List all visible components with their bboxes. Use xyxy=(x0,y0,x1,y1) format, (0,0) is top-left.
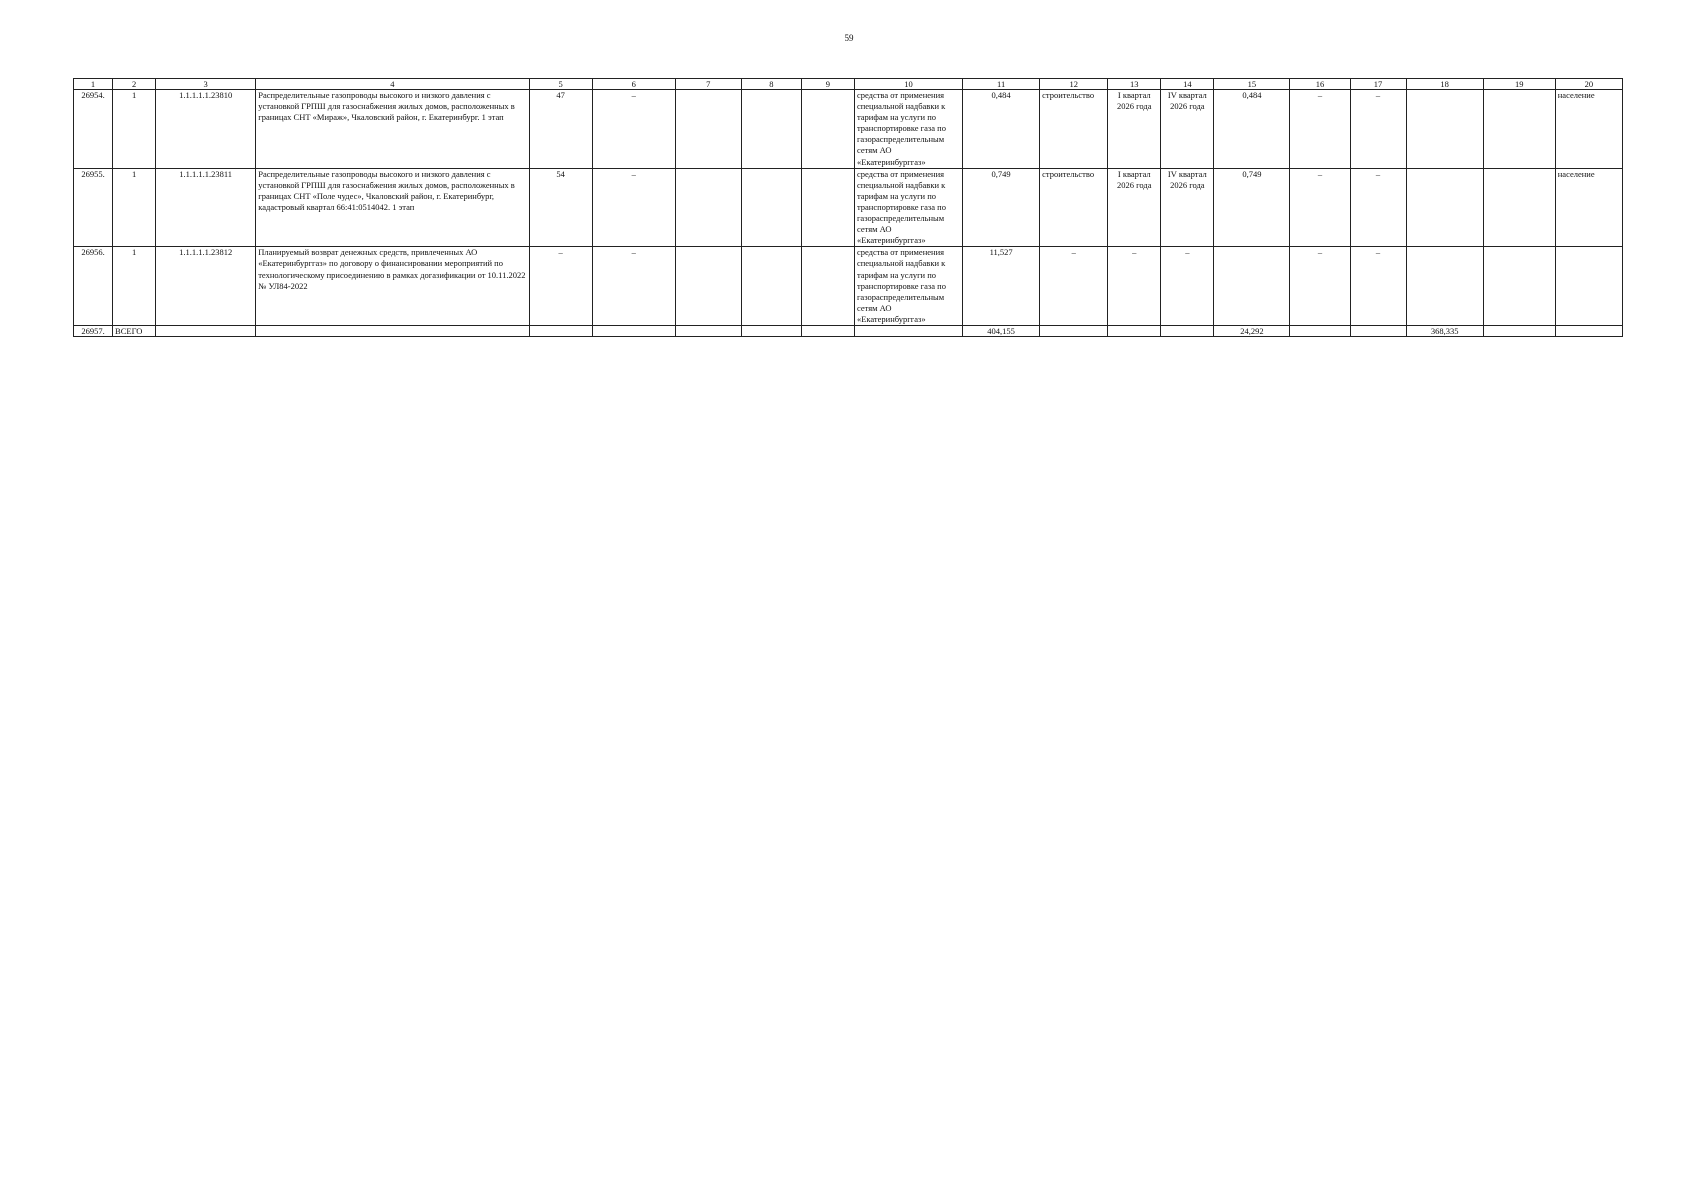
col-5-cell: – xyxy=(529,247,592,326)
col-8-cell xyxy=(741,168,801,247)
total-col-11: 404,155 xyxy=(963,325,1040,336)
col-16-cell: – xyxy=(1290,168,1350,247)
description-cell: Планируемый возврат денежных средств, привлеченных АО «Екатеринбурггаз» по договору о финансировании мероприятий по технологическому присоединению в рамках догазификации от 10.11.2022 № УЛ84-2022 xyxy=(256,247,529,326)
end-period-cell: – xyxy=(1161,247,1214,326)
col-9-cell xyxy=(801,168,854,247)
column-header: 7 xyxy=(675,79,741,90)
col-7-cell xyxy=(675,90,741,169)
empty-cell xyxy=(1040,325,1108,336)
empty-cell xyxy=(1161,325,1214,336)
col-5-cell: 47 xyxy=(529,90,592,169)
col-19-cell xyxy=(1483,247,1555,326)
empty-cell xyxy=(529,325,592,336)
empty-cell xyxy=(801,325,854,336)
col-18-cell xyxy=(1406,247,1483,326)
col-9-cell xyxy=(801,247,854,326)
empty-cell xyxy=(675,325,741,336)
column-header: 1 xyxy=(74,79,113,90)
col-6-cell: – xyxy=(592,168,675,247)
empty-cell xyxy=(1483,325,1555,336)
funding-source-cell: средства от применения специальной надбавки к тарифам на услуги по транспортировке газа по газораспределительным сетям АО «Екатеринбурггаз» xyxy=(854,168,962,247)
column-header: 9 xyxy=(801,79,854,90)
column-header: 3 xyxy=(156,79,256,90)
column-header: 11 xyxy=(963,79,1040,90)
table-row xyxy=(74,90,1623,169)
page-number: 59 xyxy=(844,33,854,43)
col-2-cell: 1 xyxy=(113,90,156,169)
description-cell: Распределительные газопроводы высокого и низкого давления с установкой ГРПШ для газоснабжения жилых домов, расположенных в границах СНТ «Мираж», Чкаловский район, г. Екатеринбург. 1 этап xyxy=(256,90,529,169)
consumer-cell xyxy=(1555,247,1622,326)
col-19-cell xyxy=(1483,168,1555,247)
col-19-cell xyxy=(1483,90,1555,169)
col-15-cell: 0,484 xyxy=(1214,90,1290,169)
empty-cell xyxy=(1350,325,1406,336)
funding-source-cell: средства от применения специальной надбавки к тарифам на услуги по транспортировке газа по газораспределительным сетям АО «Екатеринбурггаз» xyxy=(854,247,962,326)
empty-cell xyxy=(1555,325,1622,336)
column-header: 20 xyxy=(1555,79,1622,90)
col-2-cell: 1 xyxy=(113,247,156,326)
col-11-cell: 0,484 xyxy=(963,90,1040,169)
empty-cell xyxy=(156,325,256,336)
column-header: 15 xyxy=(1214,79,1290,90)
col-5-cell: 54 xyxy=(529,168,592,247)
col-11-cell: 0,749 xyxy=(963,168,1040,247)
table-row xyxy=(74,247,1623,326)
column-header: 12 xyxy=(1040,79,1108,90)
table-row xyxy=(74,168,1623,247)
code-cell: 1.1.1.1.1.23812 xyxy=(156,247,256,326)
empty-cell xyxy=(256,325,529,336)
col-8-cell xyxy=(741,90,801,169)
work-type-cell: строительство xyxy=(1040,168,1108,247)
col-6-cell: – xyxy=(592,90,675,169)
col-8-cell xyxy=(741,247,801,326)
end-period-cell: IV квартал 2026 года xyxy=(1161,168,1214,247)
col-17-cell: – xyxy=(1350,247,1406,326)
work-type-cell: – xyxy=(1040,247,1108,326)
total-row xyxy=(74,325,1623,336)
code-cell: 1.1.1.1.1.23810 xyxy=(156,90,256,169)
col-2-cell: 1 xyxy=(113,168,156,247)
start-period-cell: – xyxy=(1108,247,1161,326)
column-header: 6 xyxy=(592,79,675,90)
column-header: 19 xyxy=(1483,79,1555,90)
total-label: ВСЕГО xyxy=(113,325,156,336)
column-header: 10 xyxy=(854,79,962,90)
data-table xyxy=(73,78,1623,337)
col-16-cell: – xyxy=(1290,90,1350,169)
empty-cell xyxy=(1290,325,1350,336)
column-header: 14 xyxy=(1161,79,1214,90)
code-cell: 1.1.1.1.1.23811 xyxy=(156,168,256,247)
col-15-cell: 0,749 xyxy=(1214,168,1290,247)
col-6-cell: – xyxy=(592,247,675,326)
column-header: 4 xyxy=(256,79,529,90)
empty-cell xyxy=(854,325,962,336)
funding-source-cell: средства от применения специальной надбавки к тарифам на услуги по транспортировке газа по газораспределительным сетям АО «Екатеринбурггаз» xyxy=(854,90,962,169)
col-17-cell: – xyxy=(1350,90,1406,169)
row-number: 26955. xyxy=(74,168,113,247)
work-type-cell: строительство xyxy=(1040,90,1108,169)
row-number: 26954. xyxy=(74,90,113,169)
col-7-cell xyxy=(675,247,741,326)
column-header: 16 xyxy=(1290,79,1350,90)
column-header: 18 xyxy=(1406,79,1483,90)
column-header: 5 xyxy=(529,79,592,90)
col-15-cell xyxy=(1214,247,1290,326)
description-cell: Распределительные газопроводы высокого и низкого давления с установкой ГРПШ для газоснабжения жилых домов, расположенных в границах СНТ «Поле чудес», Чкаловский район, г. Екатеринбург, кадастровый квартал 66:41:0514042. 1 этап xyxy=(256,168,529,247)
total-col-15: 24,292 xyxy=(1214,325,1290,336)
col-16-cell: – xyxy=(1290,247,1350,326)
col-17-cell: – xyxy=(1350,168,1406,247)
column-header: 8 xyxy=(741,79,801,90)
column-header: 17 xyxy=(1350,79,1406,90)
empty-cell xyxy=(1108,325,1161,336)
header-row xyxy=(74,79,1623,90)
col-7-cell xyxy=(675,168,741,247)
row-number: 26956. xyxy=(74,247,113,326)
end-period-cell: IV квартал 2026 года xyxy=(1161,90,1214,169)
start-period-cell: I квартал 2026 года xyxy=(1108,90,1161,169)
total-col-18: 368,335 xyxy=(1406,325,1483,336)
column-header: 2 xyxy=(113,79,156,90)
col-11-cell: 11,527 xyxy=(963,247,1040,326)
consumer-cell: население xyxy=(1555,90,1622,169)
col-18-cell xyxy=(1406,168,1483,247)
column-header: 13 xyxy=(1108,79,1161,90)
start-period-cell: I квартал 2026 года xyxy=(1108,168,1161,247)
empty-cell xyxy=(741,325,801,336)
col-18-cell xyxy=(1406,90,1483,169)
row-number: 26957. xyxy=(74,325,113,336)
empty-cell xyxy=(592,325,675,336)
col-9-cell xyxy=(801,90,854,169)
consumer-cell: население xyxy=(1555,168,1622,247)
